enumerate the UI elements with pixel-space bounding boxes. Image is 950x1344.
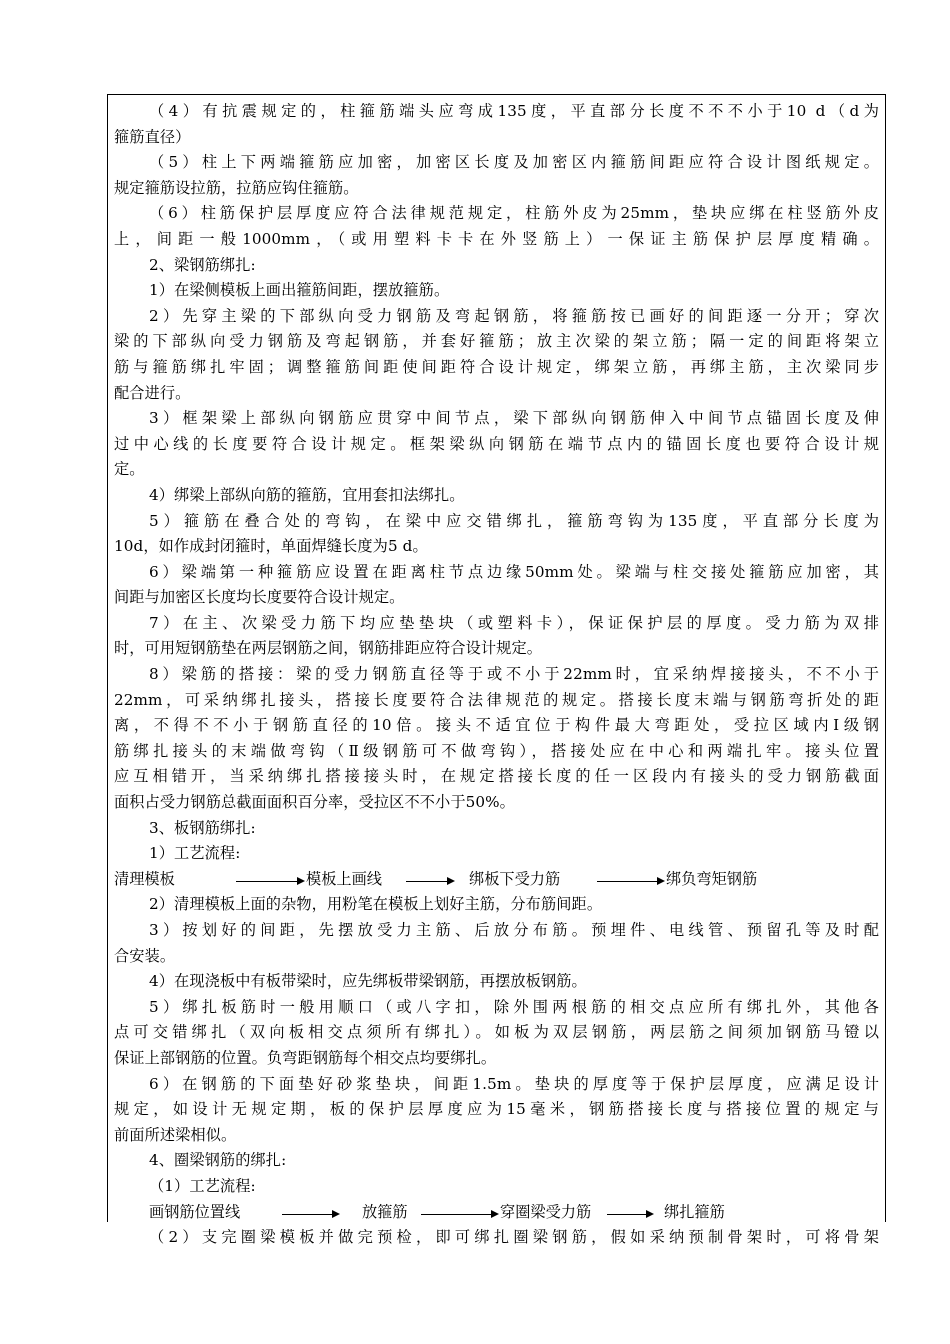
flow-step: 模板上画线 [306, 869, 382, 888]
document-table-cell [107, 94, 886, 1247]
text-line: （2）支完圈梁模板并做完预检，即可绑扎圈梁钢筋，假如采纳预制骨架时，可将骨架 [149, 1228, 879, 1247]
flow-step: 清理模板 [114, 869, 175, 888]
text-line: 6）在钢筋的下面垫好砂浆垫块，间距1.5m。垫块的厚度等于保护层厚度，应满足设计 [149, 1074, 879, 1093]
text-line: 5）绑扎板筋时一般用顺口（或八字扣，除外围两根筋的相交点应所有绑扎外，其他各 [149, 997, 879, 1016]
text-line: 合安装。 [114, 946, 176, 965]
text-line: 过中心线的长度要符合设计规定。框架梁纵向钢筋在端节点内的锚固长度也要符合设计规 [114, 434, 879, 453]
text-line: 规定，如设计无规定期，板的保护层厚度应为15毫米，钢筋搭接长度与搭接位置的规定与 [114, 1100, 879, 1119]
text-line: 10d，如作成封闭箍时，单面焊缝长度为5 d。 [114, 537, 428, 556]
text-line: 应互相错开，当采纳绑扎搭接接头时，在规定搭接长度的任一区段内有接头的受力钢筋截面 [114, 767, 879, 786]
arrow-right-icon [607, 1214, 652, 1216]
text-line: 定。 [114, 460, 145, 479]
text-line: （4）有抗震规定的，柱箍筋端头应弯成135度，平直部分长度不不不小于10 d（d为 [149, 102, 879, 120]
text-line: 1）工艺流程: [149, 844, 241, 863]
text-line: 前面所述梁相似。 [114, 1125, 237, 1144]
process-flow-ring-beam [114, 1200, 879, 1226]
text-line: 筋绑扎接头的末端做弯钩（Ⅱ级钢筋可不做弯钩），搭接处应在中心和两端扎牢。接头位置 [114, 741, 879, 760]
flow-step: 绑板下受力筋 [469, 869, 561, 888]
text-line: 筋与箍筋绑扎牢固；调整箍筋间距使间距符合设计规定，绑架立筋，再绑主筋，主次梁同步 [114, 357, 879, 376]
text-line: 上，间距一般1000mm，（或用塑料卡卡在外竖筋上）一保证主筋保护层厚度精确。 [114, 229, 879, 248]
flow-step: 绑负弯矩钢筋 [666, 869, 758, 888]
section-heading: 3、板钢筋绑扎: [149, 818, 256, 837]
text-line: （5）柱上下两端箍筋应加密，加密区长度及加密区内箍筋间距应符合设计图纸规定。 [149, 153, 879, 172]
text-line: 离，不得不不小于钢筋直径的10倍。接头不适宜位于构件最大弯距处，受拉区域内Ⅰ级钢 [114, 716, 879, 735]
text-line: 6）梁端第一种箍筋应设置在距离柱节点边缘50mm处。梁端与柱交接处箍筋应加密，其 [149, 562, 879, 581]
text-line: 4）绑梁上部纵向筋的箍筋，宜用套扣法绑扎。 [149, 485, 465, 504]
text-line: 规定箍筋设拉筋，拉筋应钩住箍筋。 [114, 178, 359, 197]
section-heading: 4、圈梁钢筋的绑扎: [149, 1151, 287, 1170]
document-body [114, 99, 879, 1251]
text-line: 7）在主、次梁受力筋下均应垫垫块（或塑料卡），保证保护层的厚度。受力筋为双排 [149, 613, 879, 632]
text-line: 8）梁筋的搭接：梁的受力钢筋直径等于或不小于22mm时，宜采纳焊接接头，不不小于 [149, 665, 879, 684]
process-flow-slab [114, 867, 879, 893]
text-line: 间距与加密区长度均长度要符合设计规定。 [114, 588, 405, 607]
arrow-right-icon [406, 881, 453, 883]
flow-step: 绑扎箍筋 [664, 1202, 725, 1221]
text-line: 3）按划好的间距，先摆放受力主筋、后放分布筋。预埋件、电线管、预留孔等及时配 [149, 921, 879, 939]
text-line: 箍筋直径） [114, 127, 191, 146]
flow-step: 放箍筋 [362, 1202, 408, 1221]
text-line: 2）先穿主梁的下部纵向受力钢筋及弯起钢筋，将箍筋按已画好的间距逐一分开；穿次 [149, 306, 879, 325]
arrow-right-icon [236, 881, 303, 883]
text-line: 时，可用短钢筋垫在两层钢筋之间，钢筋排距应符合设计规定。 [114, 639, 543, 658]
text-line: 5）箍筋在叠合处的弯钩，在梁中应交错绑扎，箍筋弯钩为135度，平直部分长度为 [149, 511, 879, 530]
text-line: 1）在梁侧模板上画出箍筋间距，摆放箍筋。 [149, 281, 450, 300]
text-line: 4）在现浇板中有板带梁时，应先绑板带梁钢筋，再摆放板钢筋。 [149, 972, 587, 991]
flow-step: 画钢筋位置线 [149, 1202, 241, 1221]
arrow-right-icon [282, 1214, 338, 1216]
text-line: 点可交错绑扎（双向板相交点须所有绑扎）。如板为双层钢筋，两层筋之间须加钢筋马镫以 [114, 1023, 879, 1042]
text-line: 保证上部钢筋的位置。负弯距钢筋每个相交点均要绑扎。 [114, 1048, 497, 1067]
section-heading: 2、梁钢筋绑扎: [149, 255, 256, 274]
text-line: 配合进行。 [114, 383, 191, 402]
arrow-right-icon [597, 881, 663, 883]
flow-step: 穿圈梁受力筋 [500, 1202, 592, 1221]
text-line: 梁的下部纵向受力钢筋及弯起钢筋，并套好箍筋；放主次梁的架立筋；隔一定的间距将架立 [114, 332, 879, 351]
text-line: （1）工艺流程: [149, 1176, 256, 1195]
text-line: 2）清理模板上面的杂物，用粉笔在模板上划好主筋，分布筋间距。 [149, 895, 603, 914]
text-line: 面积占受力钢筋总截面面积百分率，受拉区不不小于50%。 [114, 793, 515, 812]
text-line: 3）框架梁上部纵向钢筋应贯穿中间节点，梁下部纵向钢筋伸入中间节点锚固长度及伸 [149, 409, 879, 428]
text-line: （6）柱筋保护层厚度应符合法律规范规定，柱筋外皮为25mm，垫块应绑在柱竖筋外皮 [149, 204, 879, 223]
arrow-right-icon [421, 1214, 497, 1216]
text-line: 22mm，可采纳绑扎接头，搭接长度要符合法律规范的规定。搭接长度末端与钢筋弯折处的距 [114, 690, 879, 709]
